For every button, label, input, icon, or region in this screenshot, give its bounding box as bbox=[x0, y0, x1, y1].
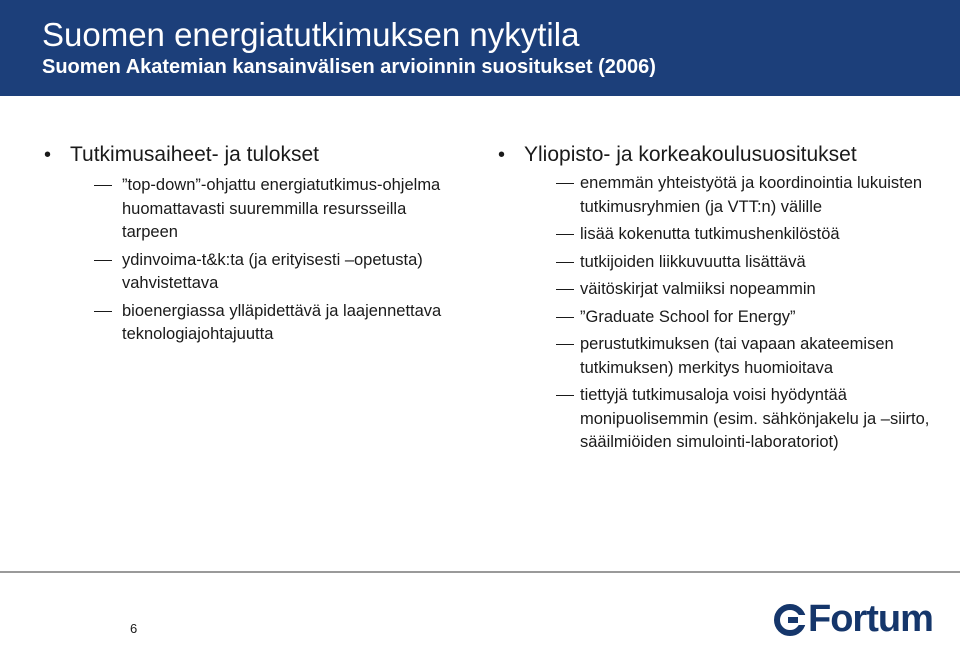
right-bullet bbox=[498, 142, 938, 168]
slide-header bbox=[0, 0, 960, 96]
dash-icon bbox=[556, 317, 574, 318]
left-item bbox=[44, 174, 464, 245]
left-bullet-text: Tutkimusaiheet- ja tulokset bbox=[70, 143, 319, 166]
right-item bbox=[498, 384, 938, 455]
footer-divider bbox=[0, 571, 960, 573]
right-item-text: ”Graduate School for Energy” bbox=[580, 307, 796, 326]
dash-icon bbox=[556, 234, 574, 235]
right-item bbox=[498, 306, 938, 330]
right-item bbox=[498, 172, 938, 219]
right-item bbox=[498, 278, 938, 302]
dash-icon bbox=[556, 183, 574, 184]
left-item-text: ydinvoima-t&k:ta (ja erityisesti –opetusta) vahvistettava bbox=[122, 250, 423, 292]
dash-icon bbox=[94, 311, 112, 312]
slide-subtitle: Suomen Akatemian kansainvälisen arvioinnin suositukset (2006) bbox=[42, 56, 656, 78]
dash-icon bbox=[94, 260, 112, 261]
right-item-text: väitöskirjat valmiiksi nopeammin bbox=[580, 280, 816, 298]
fortum-logo-text: Fortum bbox=[808, 598, 933, 640]
right-item bbox=[498, 251, 938, 275]
left-column bbox=[44, 142, 464, 351]
bullet-icon: • bbox=[498, 144, 506, 166]
right-item-text: perustutkimuksen (tai vapaan akateemisen tutkimuksen) merkitys huomioitava bbox=[580, 335, 894, 377]
left-bullet bbox=[44, 142, 464, 168]
right-item-text: tiettyjä tutkimusaloja voisi hyödyntää monipuolisemmin (esim. sähkönjakelu ja –siirto, sääilmiöiden simulointi-laboratoriot) bbox=[580, 386, 930, 451]
right-item-text: enemmän yhteistyötä ja koordinointia lukuisten tutkimusryhmien (ja VTT:n) välille bbox=[580, 174, 923, 216]
fortum-logo-icon bbox=[774, 602, 808, 638]
slide-title: Suomen energiatutkimuksen nykytila bbox=[42, 16, 580, 53]
dash-icon bbox=[556, 344, 574, 345]
right-item bbox=[498, 223, 938, 247]
right-bullet-text: Yliopisto- ja korkeakoulusuositukset bbox=[524, 143, 857, 166]
left-item-text: bioenergiassa ylläpidettävä ja laajennettava teknologiajohtajuutta bbox=[122, 301, 442, 343]
fortum-logo bbox=[774, 600, 940, 644]
dash-icon bbox=[556, 395, 574, 396]
dash-icon bbox=[556, 289, 574, 290]
bullet-icon: • bbox=[44, 144, 52, 166]
right-item-text: lisää kokenutta tutkimushenkilöstöä bbox=[580, 225, 840, 243]
left-item bbox=[44, 300, 464, 347]
dash-icon bbox=[556, 262, 574, 263]
right-item bbox=[498, 333, 938, 380]
page-number: 6 bbox=[130, 621, 138, 636]
dash-icon bbox=[94, 185, 112, 186]
right-item-text: tutkijoiden liikkuvuutta lisättävä bbox=[580, 252, 806, 271]
left-item-text: ”top-down”-ohjattu energiatutkimus-ohjelma huomattavasti suuremmilla resursseilla tarpeen bbox=[122, 176, 441, 241]
left-item bbox=[44, 249, 464, 296]
right-column bbox=[498, 142, 938, 459]
